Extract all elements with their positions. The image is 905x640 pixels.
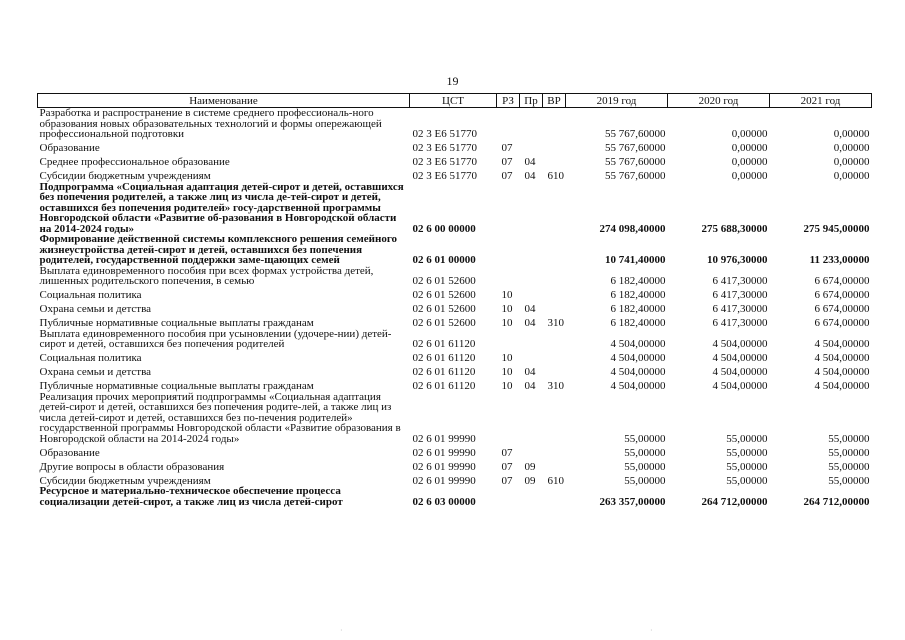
cell-pr: 04 (524, 156, 536, 168)
cell-vr (543, 364, 566, 378)
cell-name: Субсидии бюджетным учреждениям (39, 170, 211, 182)
cell-cst: 02 6 01 52600 (412, 317, 476, 329)
header-vr: ВР (543, 94, 566, 108)
cell-vr (543, 234, 566, 266)
table-row (38, 364, 872, 378)
cell-vr: 310 (547, 317, 564, 329)
cell-cst: 02 6 01 52600 (412, 289, 476, 301)
cell-pr: 04 (524, 366, 536, 378)
cell-rz (497, 182, 520, 235)
cell-y2019: 4 504,00000 (610, 366, 666, 378)
cell-rz: 10 (501, 352, 513, 364)
cell-y2021: 4 504,00000 (814, 352, 870, 364)
cell-y2021: 4 504,00000 (814, 366, 870, 378)
cell-pr: 04 (524, 303, 536, 315)
cell-y2020: 4 504,00000 (712, 338, 768, 350)
cell-rz: 07 (501, 170, 513, 182)
table-row (38, 350, 872, 364)
cell-pr (520, 234, 543, 266)
cell-y2021: 0,00000 (833, 128, 870, 140)
cell-y2020: 6 417,30000 (712, 317, 768, 329)
cell-name: Охрана семьи и детства (39, 366, 152, 378)
cell-pr (520, 392, 543, 445)
cell-rz: 07 (501, 446, 513, 459)
scan-mark: · (340, 626, 343, 635)
cell-cst: 02 3 Е6 51770 (412, 170, 477, 182)
cell-y2020: 55,00000 (726, 446, 768, 459)
cell-name: Подпрограмма «Социальная адаптация детей-сирот и детей, оставшихся без попечения родителей, а также лиц из числа де-тей-сирот и детей, оставшихся без попечения родителей» госу-дарственной программы Новгородской области «Развитие об-разования в Новгородской области на 2014-2024 годы» (39, 180, 404, 235)
cell-y2020: 0,00000 (731, 156, 768, 168)
cell-y2020: 0,00000 (731, 170, 768, 182)
table-row (38, 266, 872, 287)
table-row (38, 329, 872, 350)
cell-y2019: 55 767,60000 (605, 170, 666, 182)
cell-y2020: 6 417,30000 (712, 289, 768, 301)
cell-rz (497, 234, 520, 266)
cell-y2019: 6 182,40000 (610, 275, 666, 287)
cell-y2019: 6 182,40000 (610, 317, 666, 329)
cell-cst: 02 6 01 99990 (412, 446, 476, 459)
cell-name: Образование (39, 142, 100, 154)
cell-y2021: 0,00000 (833, 170, 870, 182)
cell-rz: 07 (501, 142, 513, 154)
cell-pr (520, 329, 543, 350)
cell-name: Другие вопросы в области образования (39, 460, 225, 473)
cell-cst: 02 3 Е6 51770 (412, 156, 477, 168)
table-row (38, 486, 872, 507)
cell-cst: 02 6 01 61120 (412, 380, 476, 392)
header-2020: 2020 год (668, 94, 770, 108)
cell-y2020: 4 504,00000 (712, 366, 768, 378)
cell-y2019: 4 504,00000 (610, 380, 666, 392)
cell-rz: 10 (501, 380, 513, 392)
table-row (38, 168, 872, 182)
cell-vr (543, 154, 566, 168)
cell-cst: 02 6 01 61120 (412, 352, 476, 364)
cell-cst: 02 6 01 61120 (412, 338, 476, 350)
cell-rz (497, 486, 520, 507)
table-row (38, 234, 872, 266)
cell-y2021: 6 674,00000 (814, 303, 870, 315)
cell-y2019: 6 182,40000 (610, 303, 666, 315)
header-rz: РЗ (497, 94, 520, 108)
table-row (38, 182, 872, 235)
cell-rz: 07 (501, 474, 513, 487)
cell-y2020: 55,00000 (726, 460, 768, 473)
cell-y2021: 55,00000 (828, 474, 870, 487)
cell-y2020: 275 688,30000 (701, 222, 768, 235)
cell-vr (543, 108, 566, 140)
cell-y2019: 55,00000 (624, 446, 666, 459)
cell-y2020: 55,00000 (726, 474, 768, 487)
cell-name: Субсидии бюджетным учреждениям (39, 474, 211, 487)
table-row (38, 472, 872, 486)
cell-vr: 610 (547, 170, 564, 182)
cell-cst: 02 6 01 99990 (412, 460, 476, 473)
cell-pr: 04 (524, 170, 536, 182)
cell-y2021: 6 674,00000 (814, 317, 870, 329)
cell-rz: 10 (501, 317, 513, 329)
cell-pr (520, 486, 543, 507)
cell-name: Выплата единовременного пособия при всех формах устройства детей, лишенных родительского попечения, в семью (39, 264, 374, 287)
cell-y2019: 55,00000 (624, 460, 666, 473)
cell-y2019: 55 767,60000 (605, 142, 666, 154)
cell-rz (497, 392, 520, 445)
cell-vr (543, 329, 566, 350)
cell-pr (520, 108, 543, 140)
page-number: 19 (446, 74, 459, 88)
cell-cst: 02 6 03 00000 (412, 495, 476, 508)
cell-name: Формирование действенной системы комплексного решения семейного жизнеустройства детей-сирот и детей, оставшихся без попечения родителей, государственной поддержки заме-щающих семей (39, 233, 398, 266)
header-2019: 2019 год (566, 94, 668, 108)
cell-y2020: 10 976,30000 (707, 254, 768, 266)
table-row (38, 108, 872, 140)
cell-y2019: 55,00000 (624, 432, 666, 445)
cell-y2019: 263 357,00000 (599, 495, 666, 508)
table-row (38, 287, 872, 301)
cell-y2019: 55 767,60000 (605, 128, 666, 140)
cell-y2021: 55,00000 (828, 432, 870, 445)
cell-vr: 310 (547, 380, 564, 392)
table-header (38, 94, 872, 108)
cell-vr (543, 350, 566, 364)
table-row (38, 378, 872, 392)
cell-vr (543, 458, 566, 472)
cell-name: Образование (39, 446, 100, 459)
cell-rz (497, 108, 520, 140)
cell-y2020: 55,00000 (726, 432, 768, 445)
cell-name: Публичные нормативные социальные выплаты гражданам (39, 317, 314, 329)
cell-y2021: 6 674,00000 (814, 289, 870, 301)
cell-y2021: 0,00000 (833, 156, 870, 168)
table-row (38, 140, 872, 154)
cell-cst: 02 3 Е6 51770 (412, 142, 477, 154)
cell-y2019: 4 504,00000 (610, 338, 666, 350)
cell-rz: 10 (501, 366, 513, 378)
cell-name: Публичные нормативные социальные выплаты гражданам (39, 380, 314, 392)
cell-y2021: 55,00000 (828, 460, 870, 473)
table-row (38, 301, 872, 315)
cell-y2020: 0,00000 (731, 128, 768, 140)
cell-pr (520, 444, 543, 458)
cell-rz: 10 (501, 289, 513, 301)
cell-y2021: 55,00000 (828, 446, 870, 459)
cell-cst: 02 6 00 00000 (412, 222, 476, 235)
cell-rz (497, 266, 520, 287)
table-row (38, 315, 872, 329)
cell-pr (520, 287, 543, 301)
cell-name: Среднее профессиональное образование (39, 156, 230, 168)
cell-pr: 04 (524, 317, 536, 329)
table-row (38, 458, 872, 472)
cell-name: Реализация прочих мероприятий подпрограммы «Социальная адаптация детей-сирот и детей, оставшихся без попечения родите-лей, а также лиц из числа детей-сирот и детей, оставшихся без по-печения родителей» государственной программы Новгородской области «Развитие образования в Новгородской области на 2014-2024 годы» (39, 390, 401, 445)
table-body (38, 108, 872, 508)
header-2021: 2021 год (770, 94, 872, 108)
cell-vr (543, 182, 566, 235)
cell-y2020: 264 712,00000 (701, 495, 768, 508)
header-name: Наименование (38, 94, 410, 108)
cell-vr (543, 140, 566, 154)
cell-y2021: 0,00000 (833, 142, 870, 154)
table-row (38, 154, 872, 168)
cell-cst: 02 6 01 00000 (412, 254, 476, 266)
cell-name: Социальная политика (39, 352, 142, 364)
cell-cst: 02 6 01 99990 (412, 474, 476, 487)
cell-vr (543, 287, 566, 301)
cell-y2020: 4 504,00000 (712, 380, 768, 392)
cell-pr (520, 140, 543, 154)
cell-y2019: 6 182,40000 (610, 289, 666, 301)
cell-y2021: 6 674,00000 (814, 275, 870, 287)
cell-vr (543, 392, 566, 445)
cell-y2019: 55 767,60000 (605, 156, 666, 168)
cell-pr: 09 (524, 474, 536, 487)
budget-table (37, 93, 872, 507)
table-row (38, 444, 872, 458)
table-row (38, 392, 872, 445)
cell-rz: 10 (501, 303, 513, 315)
cell-y2019: 4 504,00000 (610, 352, 666, 364)
cell-cst: 02 6 01 52600 (412, 303, 476, 315)
cell-y2020: 6 417,30000 (712, 303, 768, 315)
cell-vr (543, 266, 566, 287)
cell-y2021: 11 233,00000 (809, 254, 870, 266)
cell-rz (497, 329, 520, 350)
cell-pr (520, 266, 543, 287)
header-cst: ЦСТ (410, 94, 497, 108)
cell-cst: 02 6 01 99990 (412, 432, 476, 445)
cell-pr (520, 350, 543, 364)
cell-vr (543, 444, 566, 458)
cell-vr (543, 486, 566, 507)
cell-y2019: 10 741,40000 (605, 254, 666, 266)
cell-name: Разработка и распространение в системе среднего профессиональ-ного образования новых образовательных технологий и формы опережающей профессиональной подготовки (39, 107, 382, 140)
cell-cst: 02 6 01 61120 (412, 366, 476, 378)
cell-y2019: 55,00000 (624, 474, 666, 487)
cell-name: Охрана семьи и детства (39, 303, 152, 315)
cell-name: Ресурсное и материально-техническое обеспечение процесса социализации детей-сирот, а также лиц из числа детей-сирот (39, 485, 343, 508)
cell-y2020: 4 504,00000 (712, 352, 768, 364)
cell-y2020: 6 417,30000 (712, 275, 768, 287)
cell-name: Социальная политика (39, 289, 142, 301)
scan-mark: · (650, 626, 653, 635)
cell-pr: 09 (524, 460, 536, 473)
cell-pr: 04 (524, 380, 536, 392)
cell-vr (543, 301, 566, 315)
cell-y2021: 4 504,00000 (814, 338, 870, 350)
cell-rz: 07 (501, 460, 513, 473)
cell-y2021: 264 712,00000 (803, 495, 870, 508)
cell-rz: 07 (501, 156, 513, 168)
header-pr: Пр (520, 94, 543, 108)
cell-y2021: 4 504,00000 (814, 380, 870, 392)
cell-cst: 02 3 Е6 51770 (412, 128, 477, 140)
cell-vr: 610 (547, 474, 564, 487)
cell-cst: 02 6 01 52600 (412, 275, 476, 287)
cell-y2021: 275 945,00000 (803, 222, 870, 235)
cell-name: Выплата единовременного пособия при усыновлении (удочере-нии) детей-сирот и детей, оставшихся без попечения родителей (39, 327, 392, 350)
cell-y2020: 0,00000 (731, 142, 768, 154)
cell-pr (520, 182, 543, 235)
cell-y2019: 274 098,40000 (599, 222, 666, 235)
